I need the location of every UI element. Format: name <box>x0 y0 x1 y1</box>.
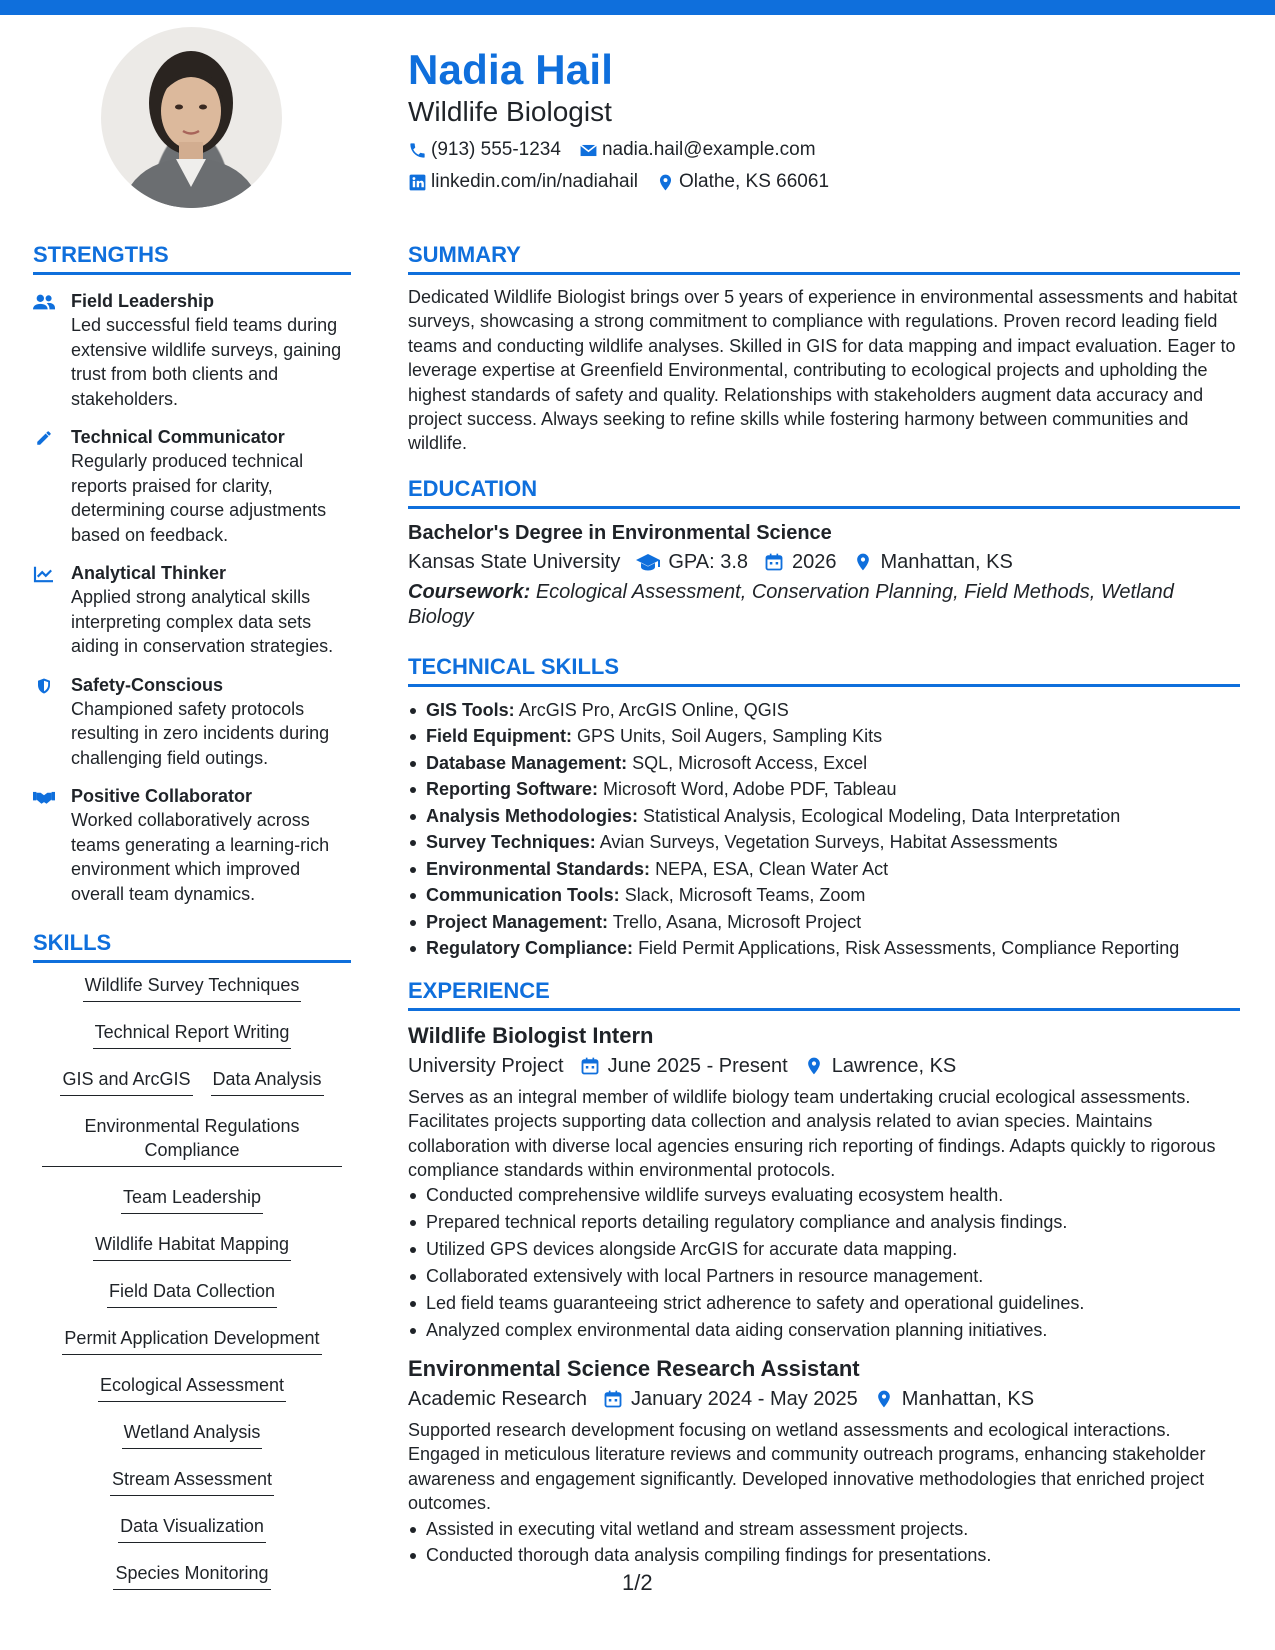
job-dates <box>580 1051 788 1081</box>
strength-title: Analytical Thinker <box>71 563 227 583</box>
calendar-icon <box>603 1389 623 1409</box>
phone-text: (913) 555-1234 <box>431 139 561 160</box>
strength-desc: Applied strong analytical skills interpreting complex data sets aiding in conservation strategies. <box>71 587 334 656</box>
right-column <box>408 240 1240 1569</box>
job-description: Serves as an integral member of wildlife biology team undertaking crucial ecological assessments. Facilitates projects supporting data collection and analysis related to avian species. Maintains collaboration with diverse local agencies ensuring rich reporting of findings. Adapts quickly to rigorous compliance standards within environmental protocols. <box>408 1086 1216 1181</box>
technical-skill-item: GIS Tools: ArcGIS Pro, ArcGIS Online, QGIS <box>408 697 1240 724</box>
strength-item <box>33 673 351 771</box>
education-meta <box>408 547 1240 577</box>
graduation-cap-icon <box>636 552 660 572</box>
job-title: Wildlife Biologist Intern <box>408 1022 654 1048</box>
year-text: 2026 <box>792 550 837 573</box>
technical-skills-heading: TECHNICAL SKILLS <box>408 653 620 679</box>
strength-item <box>33 784 351 906</box>
education-heading: EDUCATION <box>408 475 538 501</box>
job-org-text: Academic Research <box>408 1387 587 1410</box>
skill-tag: Ecological Assessment <box>98 1373 286 1402</box>
job-title: Environmental Science Research Assistant <box>408 1355 860 1381</box>
contact-row-1 <box>408 134 1238 166</box>
page-number: 1/2 <box>622 1570 653 1595</box>
top-accent-bar <box>0 0 1275 15</box>
job-bullet: Led field teams guaranteeing strict adherence to safety and operational guidelines. <box>408 1290 1240 1317</box>
education-degree: Bachelor's Degree in Environmental Science <box>408 521 832 544</box>
skill-tag: GIS and ArcGIS <box>60 1067 192 1096</box>
map-pin-icon <box>656 173 675 192</box>
coursework <box>408 580 1240 630</box>
education-school <box>408 547 620 577</box>
technical-skill-item: Reporting Software: Microsoft Word, Adobe PDF, Tableau <box>408 776 1240 803</box>
phone-contact[interactable] <box>408 139 561 161</box>
shield-icon <box>33 677 55 695</box>
education-location-text: Manhattan, KS <box>880 550 1013 573</box>
strength-desc: Worked collaboratively across teams generating a learning-rich environment which improved overall team dynamics. <box>71 810 330 904</box>
job-dates-text: June 2025 - Present <box>607 1054 788 1077</box>
users-icon <box>33 293 55 311</box>
job-location <box>874 1384 1034 1414</box>
linkedin-contact[interactable] <box>408 171 638 193</box>
summary-heading: SUMMARY <box>408 242 521 267</box>
phone-icon <box>408 141 427 160</box>
map-pin-icon <box>804 1056 824 1076</box>
job-bullets <box>408 1516 1240 1570</box>
resume-header <box>408 44 1238 198</box>
location-text: Olathe, KS 66061 <box>679 171 830 192</box>
strength-desc: Championed safety protocols resulting in zero incidents during challenging field outings. <box>71 698 330 768</box>
skill-tag: Species Monitoring <box>113 1561 270 1590</box>
candidate-name: Nadia Hail <box>408 46 614 93</box>
job-meta <box>408 1051 1240 1081</box>
education-location <box>853 547 1013 577</box>
skill-tag: Wildlife Habitat Mapping <box>93 1232 291 1261</box>
skills-rule <box>33 960 351 963</box>
pencil-icon <box>33 429 55 447</box>
experience-rule <box>408 1008 1240 1011</box>
linkedin-text: linkedin.com/in/nadiahail <box>431 171 639 192</box>
skills-heading: SKILLS <box>33 930 112 955</box>
job-entry <box>408 1354 1240 1569</box>
envelope-icon <box>579 141 598 160</box>
strength-item <box>33 425 351 547</box>
skill-tag: Wetland Analysis <box>122 1420 263 1449</box>
job-meta <box>408 1384 1240 1414</box>
technical-skill-item: Analysis Methodologies: Statistical Analysis, Ecological Modeling, Data Interpretation <box>408 803 1240 830</box>
strengths-list <box>33 289 351 906</box>
strength-title: Safety-Conscious <box>71 674 224 695</box>
job-org <box>408 1384 587 1414</box>
job-location <box>804 1051 957 1081</box>
skill-tag: Wildlife Survey Techniques <box>83 973 302 1002</box>
job-bullet: Conducted thorough data analysis compiling findings for presentations. <box>408 1542 1240 1569</box>
technical-skill-item: Project Management: Trello, Asana, Microsoft Project <box>408 909 1240 936</box>
calendar-icon <box>580 1056 600 1076</box>
profile-photo <box>101 27 282 208</box>
strength-title: Technical Communicator <box>71 427 285 447</box>
technical-skill-item: Regulatory Compliance: Field Permit Applications, Risk Assessments, Compliance Reporting <box>408 935 1240 962</box>
skill-tag: Team Leadership <box>121 1185 263 1214</box>
technical-skill-item: Communication Tools: Slack, Microsoft Teams, Zoom <box>408 882 1240 909</box>
education-year <box>764 547 837 577</box>
technical-skill-item: Field Equipment: GPS Units, Soil Augers, Sampling Kits <box>408 723 1240 750</box>
school-text: Kansas State University <box>408 550 621 573</box>
linkedin-icon <box>408 173 427 192</box>
location-contact <box>656 171 829 193</box>
job-bullet: Prepared technical reports detailing regulatory compliance and analysis findings. <box>408 1209 1240 1236</box>
chart-line-icon <box>33 565 55 583</box>
gpa-text: GPA: 3.8 <box>668 550 748 573</box>
job-org <box>408 1051 564 1081</box>
left-column <box>33 240 351 1608</box>
skill-tag: Technical Report Writing <box>93 1020 292 1049</box>
experience-heading: EXPERIENCE <box>408 977 550 1003</box>
skills-list <box>33 973 351 1608</box>
job-bullet: Conducted comprehensive wildlife surveys evaluating ecosystem health. <box>408 1182 1240 1209</box>
strength-title: Field Leadership <box>71 291 215 311</box>
skill-tag: Data Visualization <box>118 1514 266 1543</box>
job-org-text: University Project <box>408 1054 564 1077</box>
job-location-text: Lawrence, KS <box>831 1054 957 1077</box>
education-rule <box>408 506 1240 509</box>
job-dates-text: January 2024 - May 2025 <box>630 1387 858 1410</box>
strengths-rule <box>33 272 351 275</box>
technical-skill-item: Database Management: SQL, Microsoft Access, Excel <box>408 750 1240 777</box>
contact-row-2 <box>408 166 1238 198</box>
job-bullet: Analyzed complex environmental data aiding conservation planning initiatives. <box>408 1317 1240 1344</box>
education-gpa <box>636 547 748 577</box>
email-text: nadia.hail@example.com <box>601 139 816 160</box>
email-contact[interactable] <box>579 139 816 161</box>
job-bullet: Assisted in executing vital wetland and stream assessment projects. <box>408 1516 1240 1543</box>
summary-rule <box>408 272 1240 275</box>
strength-item <box>33 289 351 411</box>
skill-tag: Stream Assessment <box>110 1467 274 1496</box>
strength-desc: Led successful field teams during extensive wildlife surveys, gaining trust from both clients and stakeholders. <box>71 315 342 409</box>
candidate-title: Wildlife Biologist <box>408 96 612 127</box>
map-pin-icon <box>853 552 873 572</box>
technical-skill-item: Environmental Standards: NEPA, ESA, Clean Water Act <box>408 856 1240 883</box>
skill-tag: Permit Application Development <box>62 1326 321 1355</box>
job-bullets <box>408 1182 1240 1343</box>
job-bullet: Collaborated extensively with local Partners in resource management. <box>408 1263 1240 1290</box>
coursework-label: Coursework: <box>408 580 531 603</box>
skill-tag: Environmental Regulations Compliance <box>42 1114 342 1167</box>
job-dates <box>603 1384 858 1414</box>
skill-tag: Field Data Collection <box>107 1279 277 1308</box>
technical-skills-list <box>408 697 1240 962</box>
strength-item <box>33 561 351 659</box>
map-pin-icon <box>874 1389 894 1409</box>
calendar-icon <box>764 552 784 572</box>
coursework-text: Ecological Assessment, Conservation Planning, Field Methods, Wetland Biology <box>408 580 1174 628</box>
technical-skill-item: Survey Techniques: Avian Surveys, Vegetation Surveys, Habitat Assessments <box>408 829 1240 856</box>
handshake-icon <box>33 788 55 806</box>
job-location-text: Manhattan, KS <box>901 1387 1035 1410</box>
skill-tag: Data Analysis <box>211 1067 324 1096</box>
technical-skills-rule <box>408 684 1240 687</box>
job-entry <box>408 1021 1240 1344</box>
summary-text: Dedicated Wildlife Biologist brings over 5 years of experience in environmental assessments and habitat surveys, showcasing a strong commitment to compliance with regulations. Proven record leading field teams and conducting wildlife analyses. Skilled in GIS for data mapping and impact evaluation. Eager to leverage expertise at Greenfield Environmental, contributing to ecological projects and upholding the highest standards of safety and quality. Relationships with stakeholders augment data accuracy and project success. Always seeking to refine skills while fostering harmony between communities and wildlife. <box>408 287 1238 454</box>
job-bullet: Utilized GPS devices alongside ArcGIS for accurate data mapping. <box>408 1236 1240 1263</box>
strength-desc: Regularly produced technical reports praised for clarity, determining course adjustments based on feedback. <box>71 451 327 545</box>
job-description: Supported research development focusing on wetland assessments and ecological interactions. Engaged in meticulous literature reviews and community outreach programs, enhancing stakeholder awareness and engagement significantly. Developed innovative methodologies that enriched project outcomes. <box>408 1419 1206 1514</box>
strength-title: Positive Collaborator <box>71 786 253 806</box>
strengths-heading: STRENGTHS <box>33 242 169 267</box>
